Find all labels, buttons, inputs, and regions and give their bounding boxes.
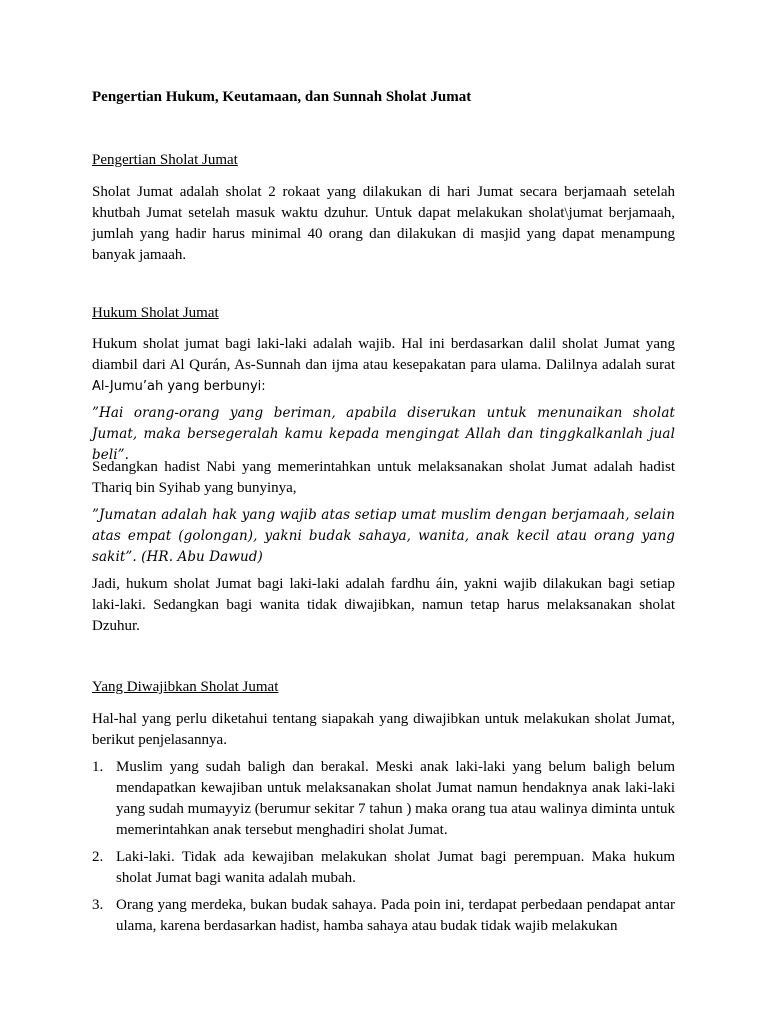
paragraph-hukum-main: Hukum sholat jumat bagi laki-laki adalah wajib. Hal ini berdasarkan dalil sholat Jumat yang diambil dari Al Qurán, As-Sunnah dan ijma atau kesepakatan para ulama. Dalilnya adalah surat	[92, 336, 675, 373]
obligation-list	[92, 757, 675, 943]
paragraph-hukum-tail: Al-Jumu’ah yang berbunyi:	[92, 379, 266, 394]
quote-quran: ”Hai orang-orang yang beriman, apabila diserukan untuk menunaikan sholat Jumat, maka bersegeralah kamu kepada mengingat Allah dan tinggkalkanlah jual beli”.	[92, 405, 675, 463]
list-item-text: Muslim yang sudah baligh dan berakal. Meski anak laki-laki yang belum baligh belum mendapatkan kewajiban untuk melaksanakan sholat Jumat namun hendaknya anak laki-laki yang sudah mumayyiz (berumur sekitar 7 tahun ) maka orang tua atau walinya diminta untuk memerintahkan anak tersebut menghadiri sholat Jumat.	[116, 759, 676, 838]
list-item	[92, 757, 675, 841]
paragraph-diwajibkan: Hal-hal yang perlu diketahui tentang siapakah yang diwajibkan untuk melakukan sholat Jumat, berikut penjelasannya.	[92, 711, 675, 748]
list-item	[92, 847, 675, 889]
list-item-number: 2.	[92, 849, 104, 865]
section-heading-hukum: Hukum Sholat Jumat	[92, 305, 219, 321]
list-item-number: 1.	[92, 759, 104, 775]
list-item-number: 3.	[92, 897, 104, 913]
section-heading-diwajibkan: Yang Diwajibkan Sholat Jumat	[92, 679, 279, 695]
paragraph-hadist: Sedangkan hadist Nabi yang memerintahkan untuk melaksanakan sholat Jumat adalah hadist Thariq bin Syihab yang bunyinya,	[92, 459, 675, 496]
quote-hadist: ”Jumatan adalah hak yang wajib atas setiap umat muslim dengan berjamaah, selain atas empat (golongan), yakni budak sahaya, wanita, anak kecil atau orang yang sakit”. (HR. Abu Dawud)	[92, 507, 675, 565]
list-item	[92, 895, 675, 937]
paragraph-hukum	[92, 334, 675, 397]
section-heading-pengertian: Pengertian Sholat Jumat	[92, 152, 238, 168]
paragraph-pengertian: Sholat Jumat adalah sholat 2 rokaat yang dilakukan di hari Jumat secara berjamaah setelah khutbah Jumat setelah masuk waktu dzuhur. Untuk dapat melakukan sholat\jumat berjamaah, jumlah yang hadir harus minimal 40 orang dan dilakukan di masjid yang dapat menampung banyak jamaah.	[92, 184, 675, 263]
paragraph-kesimpulan: Jadi, hukum sholat Jumat bagi laki-laki adalah fardhu áin, yakni wajib dilakukan bagi setiap laki-laki. Sedangkan bagi wanita tidak diwajibkan, namun tetap harus melaksanakan sholat Dzuhur.	[92, 576, 675, 634]
list-item-text: Orang yang merdeka, bukan budak sahaya. Pada poin ini, terdapat perbedaan pendapat antar ulama, karena berdasarkan hadist, hamba sahaya atau budak tidak wajib melakukan	[116, 897, 675, 934]
list-item-text: Laki-laki. Tidak ada kewajiban melakukan sholat Jumat bagi perempuan. Maka hukum sholat Jumat bagi wanita adalah mubah.	[116, 849, 675, 886]
document-title: Pengertian Hukum, Keutamaan, dan Sunnah Sholat Jumat	[92, 89, 472, 105]
